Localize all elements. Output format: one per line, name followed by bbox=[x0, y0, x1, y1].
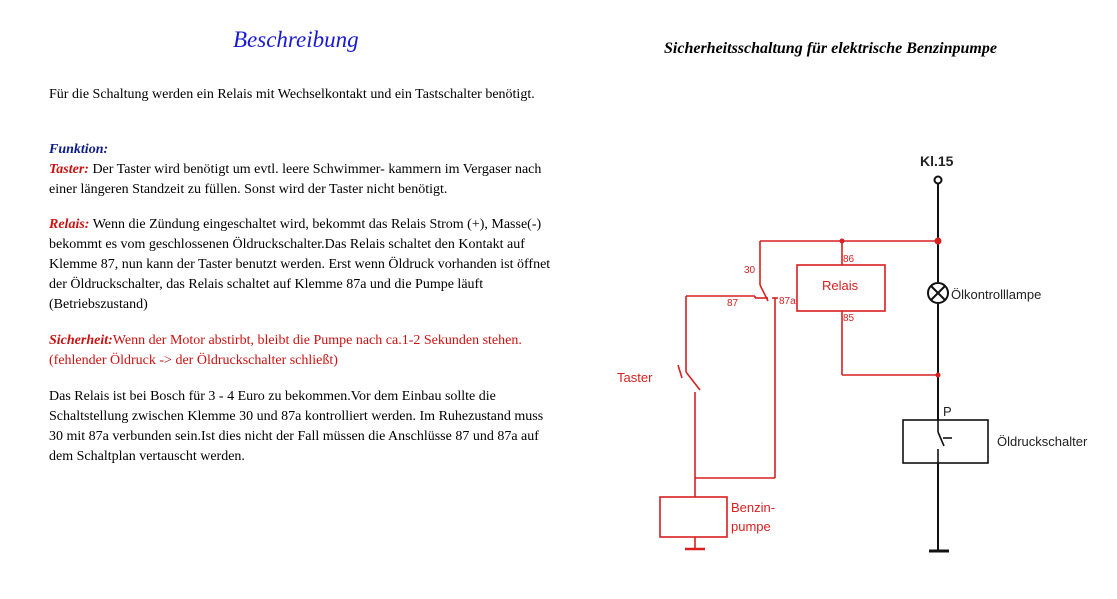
p-label: P bbox=[943, 404, 952, 419]
red-wiring bbox=[660, 241, 938, 549]
relais-label: Relais bbox=[822, 278, 859, 293]
taster-contact bbox=[686, 372, 700, 390]
pin87a-label: 87a bbox=[779, 296, 796, 307]
pin86-label: 86 bbox=[843, 254, 855, 265]
taster-label: Taster: bbox=[49, 162, 89, 177]
junction-dot bbox=[935, 238, 942, 245]
taster-actuator bbox=[678, 365, 682, 378]
kl15-label: Kl.15 bbox=[920, 153, 954, 169]
pumpe-label-line1: Benzin- bbox=[731, 500, 776, 515]
sicherheit-label: Sicherheit: bbox=[49, 333, 113, 348]
kl15-terminal bbox=[935, 177, 942, 184]
taster-diagram-label: Taster bbox=[617, 370, 653, 385]
pin87-label: 87 bbox=[727, 298, 739, 309]
junction-dot bbox=[840, 239, 845, 244]
sicherheit-text: Wenn der Motor abstirbt, bleibt die Pumpe nach ca.1-2 Sekunden stehen.(fehlender Öldruck -> der Öldruckschalter schließt) bbox=[49, 333, 522, 368]
junction-dot bbox=[936, 373, 941, 378]
oeldruckschalter-label: Öldruckschalter bbox=[997, 434, 1088, 449]
pin85-label: 85 bbox=[843, 313, 855, 324]
lamp-label: Ölkontrolllampe bbox=[951, 287, 1042, 302]
funktion-label: Funktion: bbox=[49, 142, 109, 157]
relais-text: Wenn die Zündung eingeschaltet wird, bekommt das Relais Strom (+), Masse(-) bekommt es vom geschlossenen Öldruckschalter.Das Relais schaltet den Kontakt auf Klemme 87, nun kann der Taster benutzt werden. Erst wenn Öldruck vorhanden ist öffnet der Öldruckschalter, das Relais schaltet auf Klemme 87a und die Pumpe läuft (Betriebszustand) bbox=[49, 217, 551, 312]
taster-text: Der Taster wird benötigt um evtl. leere Schwimmer- kammern im Vergaser nach einer längeren Standzeit zu füllen. Sonst wird der Taster nicht benötigt. bbox=[49, 162, 542, 197]
pumpe-box bbox=[660, 497, 727, 537]
pumpe-label-line2: pumpe bbox=[731, 519, 771, 534]
pin30-label: 30 bbox=[744, 265, 756, 276]
oeldruckschalter-box bbox=[903, 420, 988, 463]
intro-text: Für die Schaltung werden ein Relais mit Wechselkontakt und ein Tastschalter benötigt. bbox=[49, 87, 535, 102]
diagram-title: Sicherheitsschaltung für elektrische Benzinpumpe bbox=[664, 40, 997, 57]
lamp-icon bbox=[928, 283, 948, 303]
relais-label: Relais: bbox=[49, 217, 90, 232]
black-wiring bbox=[929, 177, 949, 552]
outro-text: Das Relais ist bei Bosch für 3 - 4 Euro zu bekommen.Vor dem Einbau sollte die Schaltstellung zwischen Klemme 30 und 87a kontrolliert werden. Im Ruhezustand muss 30 mit 87a verbunden sein.Ist dies nicht der Fall müssen die Anschlüsse 87 und 87a auf dem Schaltplan vertauscht werden. bbox=[49, 389, 544, 464]
description-heading: Beschreibung bbox=[233, 27, 359, 52]
